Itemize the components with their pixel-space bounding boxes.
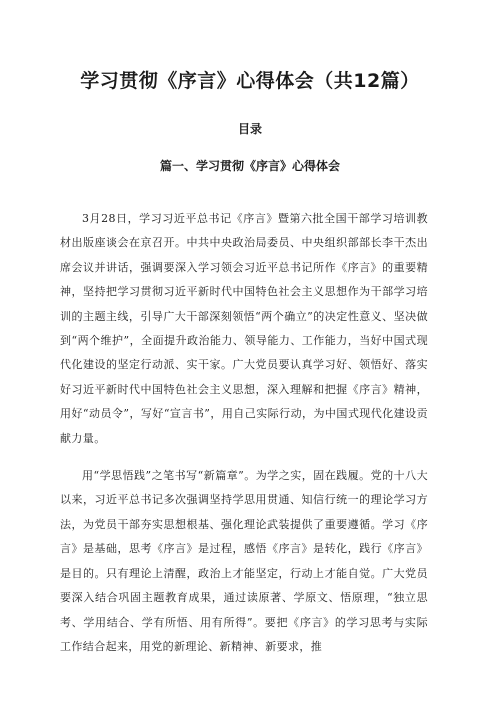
body-paragraph: 用“学思悟践”之笔书写“新篇章”。为学之实，固在践履。党的十八大以来，习近平总书记多次强调坚持学思用贯通、知信行统一的理论学习方法，为党员干部夯实思想根基、强化理论武装提供了重要遵循。学习《序言》是基础，思考《序言》是过程，感悟《序言》是转化，践行《序言》是目的。只有理论上清醒，政治上才能坚定，行动上才能自觉。广大党员要深入结合巩固主题教育成果，通过读原著、学原文、悟原理，“独立思考、学用结合、学有所悟、用有所得”。要把《序言》的学习思考与实际工作结合起来，用党的新理论、新精神、新要求，推 — [60, 469, 428, 653]
toc-item[interactable]: 篇一、学习贯彻《序言》心得体会 — [159, 159, 340, 173]
table-of-contents — [0, 157, 500, 174]
document-body — [60, 207, 428, 672]
body-paragraph: 3月28日，学习习近平总书记《序言》暨第六批全国干部学习培训教材出版座谈会在京召开。中共中央政治局委员、中央组织部部长李干杰出席会议并讲话，强调要深入学习领会习近平总书记所作《序言》的重要精神，坚持把学习贯彻习近平新时代中国特色社会主义思想作为干部学习培训的主题主线，引导广大干部深刻领悟“两个确立”的决定性意义、坚决做到“两个维护”，全面提升政治能力、领导能力、工作能力，当好中国式现代化建设的坚定行动派、实干家。广大党员要认真学习好、领悟好、落实好习近平新时代中国特色社会主义思想，深入理解和把握《序言》精神，用好“动员令”，写好“宣言书”，用自己实际行动，为中国式现代化建设贡献力量。 — [60, 212, 428, 445]
toc-heading: 目录 — [237, 122, 262, 136]
document-title: 学习贯彻《序言》心得体会（共12篇） — [80, 70, 420, 92]
